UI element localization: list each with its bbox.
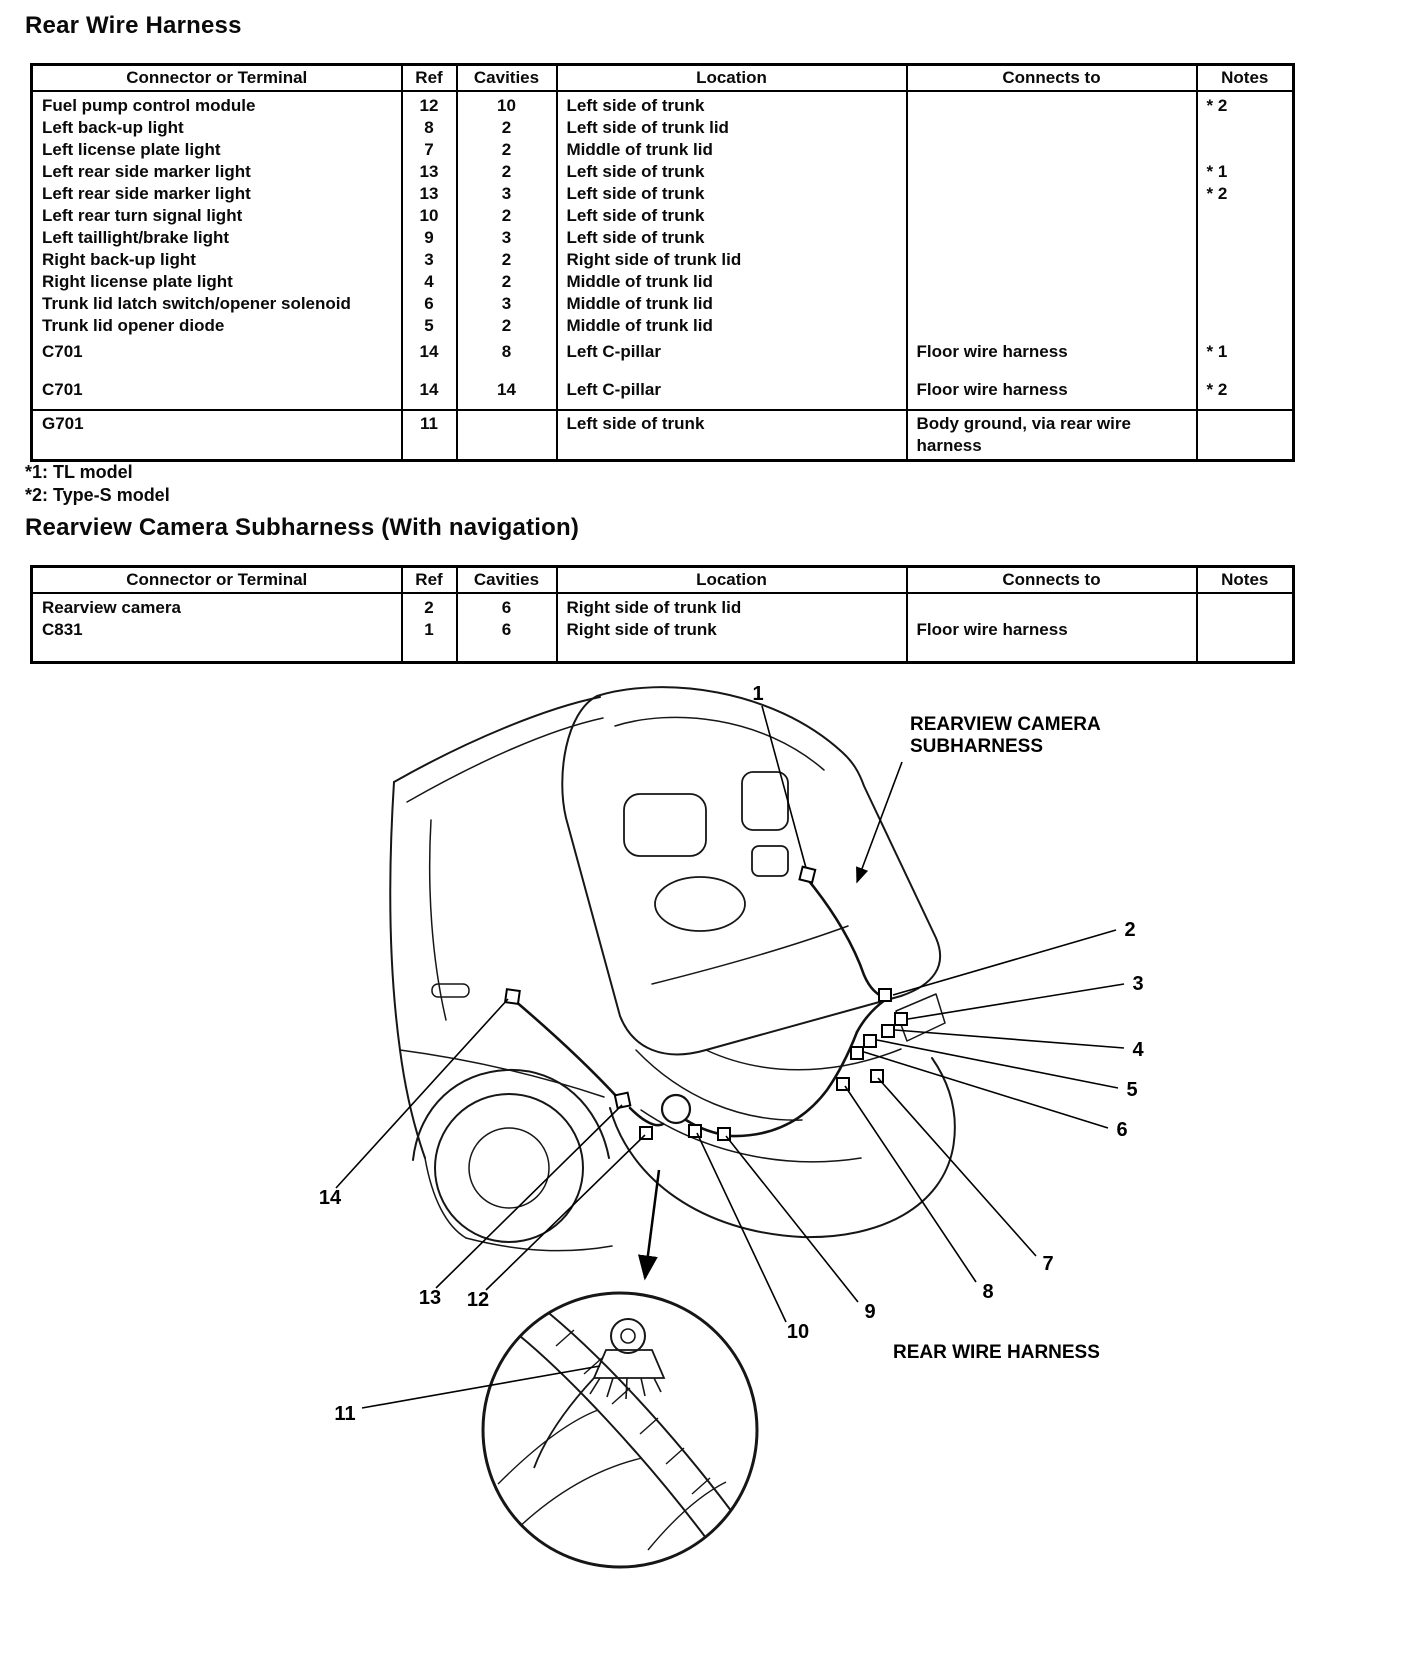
column-header: Connects to	[907, 65, 1197, 92]
table-cell	[457, 410, 557, 461]
callout-6: 6	[1116, 1119, 1128, 1141]
callout-14: 14	[318, 1187, 342, 1209]
callout-numbers	[319, 683, 1145, 1425]
table-cell: 13	[402, 161, 457, 183]
table-cell: Left rear turn signal light	[42, 206, 243, 225]
callout-3: 3	[1132, 973, 1144, 995]
table-cell	[1197, 205, 1294, 227]
callout-7: 7	[1042, 1253, 1054, 1275]
trunk-lid-cutout-oval	[655, 877, 745, 931]
table-cell: Left license plate light	[42, 140, 221, 159]
table-cell: Middle of trunk lid	[557, 315, 907, 337]
table-cell	[1197, 227, 1294, 249]
inset-pointer-arrow	[645, 1170, 659, 1278]
footnote-2: *2: Type-S model	[25, 485, 170, 505]
section-title-rear-wire-harness: Rear Wire Harness	[25, 12, 242, 39]
leader-line-4	[895, 1030, 1124, 1048]
table-cell	[907, 139, 1197, 161]
subharness-arrow	[857, 762, 902, 882]
table-cell	[907, 183, 1197, 205]
callout-12: 12	[466, 1289, 490, 1311]
table-cell: 2	[457, 139, 557, 161]
rearview-camera-subharness-table	[30, 565, 1295, 664]
table-cell: 14	[457, 363, 557, 410]
camera-subharness-wire	[809, 881, 887, 998]
leader-line-5	[877, 1040, 1118, 1088]
table-cell: Right side of trunk lid	[557, 249, 907, 271]
table-cell	[1197, 139, 1294, 161]
connector-6-icon	[851, 1047, 863, 1059]
table-cell: Middle of trunk lid	[557, 139, 907, 161]
table-cell: Fuel pump control module	[42, 96, 256, 115]
table-cell: Trunk lid latch switch/opener solenoid	[42, 294, 351, 313]
table-cell: G701	[32, 410, 402, 461]
table-cell: 10	[457, 91, 557, 117]
table-cell: 3	[457, 227, 557, 249]
table-cell	[907, 249, 1197, 271]
table-row	[32, 363, 1294, 410]
table-cell: 14	[402, 363, 457, 410]
column-header: Notes	[1197, 65, 1294, 92]
rearview-camera-subharness-label-line2: SUBHARNESS	[910, 736, 1044, 757]
table-header-row	[32, 65, 1294, 92]
callout-4: 4	[1132, 1039, 1144, 1061]
table-cell: Left side of trunk	[557, 183, 907, 205]
callout-11: 11	[334, 1403, 356, 1425]
table-row	[32, 593, 1294, 619]
connector-13-icon	[615, 1093, 630, 1108]
table-cell	[1197, 271, 1294, 293]
table-row	[32, 337, 1294, 363]
table-cell: 7	[402, 139, 457, 161]
table-cell: 11	[402, 410, 457, 461]
roof-line	[394, 697, 600, 782]
table-cell: 6	[402, 293, 457, 315]
table-row	[32, 271, 1294, 293]
rear-bumper	[610, 1058, 955, 1237]
leader-line-7	[878, 1078, 1036, 1256]
table-cell	[1197, 249, 1294, 271]
table-cell: Left side of trunk	[557, 205, 907, 227]
table-cell: Trunk lid opener diode	[42, 316, 225, 335]
section-title-rearview-camera-subharness: Rearview Camera Subharness (With navigation)	[25, 514, 580, 541]
table-cell: 6	[457, 619, 557, 663]
callout-5: 5	[1126, 1079, 1138, 1101]
table-cell: 2	[457, 271, 557, 293]
car-rear-illustration	[390, 687, 954, 1251]
table-cell	[907, 271, 1197, 293]
table-row	[32, 410, 1294, 461]
leader-line-11	[362, 1366, 600, 1408]
detail-inset	[483, 1293, 757, 1567]
column-header: Ref	[402, 567, 457, 594]
table-cell: Left side of trunk lid	[557, 117, 907, 139]
callout-13: 13	[418, 1287, 442, 1309]
connector-5-icon	[864, 1035, 876, 1047]
table-cell: Right side of trunk	[557, 619, 907, 663]
table-cell: Left taillight/brake light	[42, 228, 230, 247]
table-cell: Floor wire harness	[907, 363, 1197, 410]
callout-10: 10	[786, 1321, 810, 1343]
callout-2: 2	[1124, 919, 1136, 941]
table-cell	[1197, 593, 1294, 619]
table-cell	[907, 315, 1197, 337]
wire-harness-diagram	[0, 678, 1408, 1678]
table-cell	[1197, 410, 1294, 461]
table-cell: 3	[457, 293, 557, 315]
callout-8: 8	[982, 1281, 994, 1303]
column-header: Notes	[1197, 567, 1294, 594]
table-cell: * 1	[1197, 337, 1294, 363]
leader-line-3	[908, 984, 1124, 1019]
table-cell: Left C-pillar	[557, 337, 907, 363]
connector-1-icon	[799, 867, 815, 883]
table-cell: Left side of trunk	[557, 161, 907, 183]
table-row	[32, 161, 1294, 183]
table-cell: Floor wire harness	[907, 337, 1197, 363]
connector-icons	[505, 867, 907, 1140]
table-row	[32, 293, 1294, 315]
table-cell: Left side of trunk	[557, 410, 907, 461]
table-row	[32, 249, 1294, 271]
table-cell: 9	[402, 227, 457, 249]
leader-line-10	[697, 1133, 786, 1322]
table-cell	[907, 91, 1197, 117]
table-row	[32, 91, 1294, 117]
connector-7-icon	[871, 1070, 883, 1082]
table-cell: 5	[402, 315, 457, 337]
table-cell: * 2	[1197, 91, 1294, 117]
trunk-lid-cutout-right	[742, 772, 788, 830]
table-cell: C831	[42, 620, 83, 639]
table-cell	[1197, 315, 1294, 337]
table-cell	[907, 227, 1197, 249]
leader-line-2	[893, 930, 1116, 995]
leader-line-14	[336, 999, 508, 1188]
leader-line-1	[762, 706, 806, 868]
table-row	[32, 315, 1294, 337]
table-cell	[1197, 619, 1294, 663]
table-cell: 3	[402, 249, 457, 271]
table-row	[32, 117, 1294, 139]
rear-wire-harness-wire	[514, 1000, 618, 1098]
table-cell: Left C-pillar	[557, 363, 907, 410]
table-header-row	[32, 567, 1294, 594]
column-header: Location	[557, 65, 907, 92]
body-side	[390, 782, 425, 1158]
table-cell	[907, 117, 1197, 139]
inset-circle	[483, 1293, 757, 1567]
leader-line-13	[436, 1105, 622, 1288]
connector-14-icon	[505, 989, 520, 1004]
table-cell: 2	[402, 593, 457, 619]
table-cell: * 1	[1197, 161, 1294, 183]
table-cell: 2	[457, 315, 557, 337]
table-cell: Floor wire harness	[907, 619, 1197, 663]
table-cell: 2	[457, 205, 557, 227]
column-header: Connector or Terminal	[32, 65, 402, 92]
table-cell: Right back-up light	[42, 250, 196, 269]
table-cell: C701	[42, 380, 83, 399]
table-cell	[907, 205, 1197, 227]
table-cell: 3	[457, 183, 557, 205]
rear-wheel	[435, 1094, 583, 1242]
connector-10-icon	[689, 1125, 701, 1137]
table-cell: 6	[457, 593, 557, 619]
footnotes	[25, 461, 170, 507]
rearview-camera-subharness-label-line1: REARVIEW CAMERA	[910, 714, 1101, 735]
footnote-1: *1: TL model	[25, 462, 133, 482]
table-cell: 14	[402, 337, 457, 363]
table-cell: 4	[402, 271, 457, 293]
table-cell: Rearview camera	[42, 598, 181, 617]
table-row	[32, 183, 1294, 205]
leader-line-6	[864, 1052, 1108, 1128]
table-cell: * 2	[1197, 183, 1294, 205]
table-cell: Right side of trunk lid	[557, 593, 907, 619]
table-row	[32, 139, 1294, 161]
table-cell: * 2	[1197, 363, 1294, 410]
table-cell: 1	[402, 619, 457, 663]
callout-9: 9	[864, 1301, 876, 1323]
table-cell: Left rear side marker light	[42, 162, 251, 181]
rear-wire-harness-label: REAR WIRE HARNESS	[893, 1342, 1100, 1363]
column-header: Connector or Terminal	[32, 567, 402, 594]
column-header: Cavities	[457, 65, 557, 92]
connector-3-icon	[895, 1013, 907, 1025]
table-cell: Right license plate light	[42, 272, 233, 291]
column-header: Cavities	[457, 567, 557, 594]
door-handle	[432, 984, 469, 997]
connector-2-icon	[879, 989, 891, 1001]
table-cell: 8	[402, 117, 457, 139]
table-cell: 8	[457, 337, 557, 363]
rear-wire-harness-table	[30, 63, 1295, 462]
table-row	[32, 227, 1294, 249]
trunk-lid-cutout-left	[624, 794, 706, 856]
leader-line-12	[486, 1135, 645, 1290]
column-header: Connects to	[907, 567, 1197, 594]
column-header: Ref	[402, 65, 457, 92]
table-cell: 2	[457, 117, 557, 139]
table-cell: Left side of trunk	[557, 91, 907, 117]
table-cell: 13	[402, 183, 457, 205]
table-row	[32, 205, 1294, 227]
callout-1: 1	[752, 683, 764, 705]
table-cell: Left side of trunk	[557, 227, 907, 249]
callout-leaders	[336, 706, 1124, 1408]
table-row	[32, 619, 1294, 663]
table-cell: Middle of trunk lid	[557, 293, 907, 315]
table-cell: Middle of trunk lid	[557, 271, 907, 293]
ground-bolt-icon	[611, 1319, 645, 1353]
connector-4-icon	[882, 1025, 894, 1037]
table-cell	[907, 593, 1197, 619]
table-cell: Body ground, via rear wire harness	[907, 410, 1197, 461]
table-cell: 12	[402, 91, 457, 117]
table-cell	[907, 161, 1197, 183]
table-cell: Left rear side marker light	[42, 184, 251, 203]
table-cell	[1197, 293, 1294, 315]
table-cell	[1197, 117, 1294, 139]
table-cell: 2	[457, 249, 557, 271]
table-cell	[907, 293, 1197, 315]
table-cell: 10	[402, 205, 457, 227]
table-cell: 2	[457, 161, 557, 183]
column-header: Location	[557, 567, 907, 594]
table-cell: Left back-up light	[42, 118, 184, 137]
table-cell: C701	[42, 342, 83, 361]
